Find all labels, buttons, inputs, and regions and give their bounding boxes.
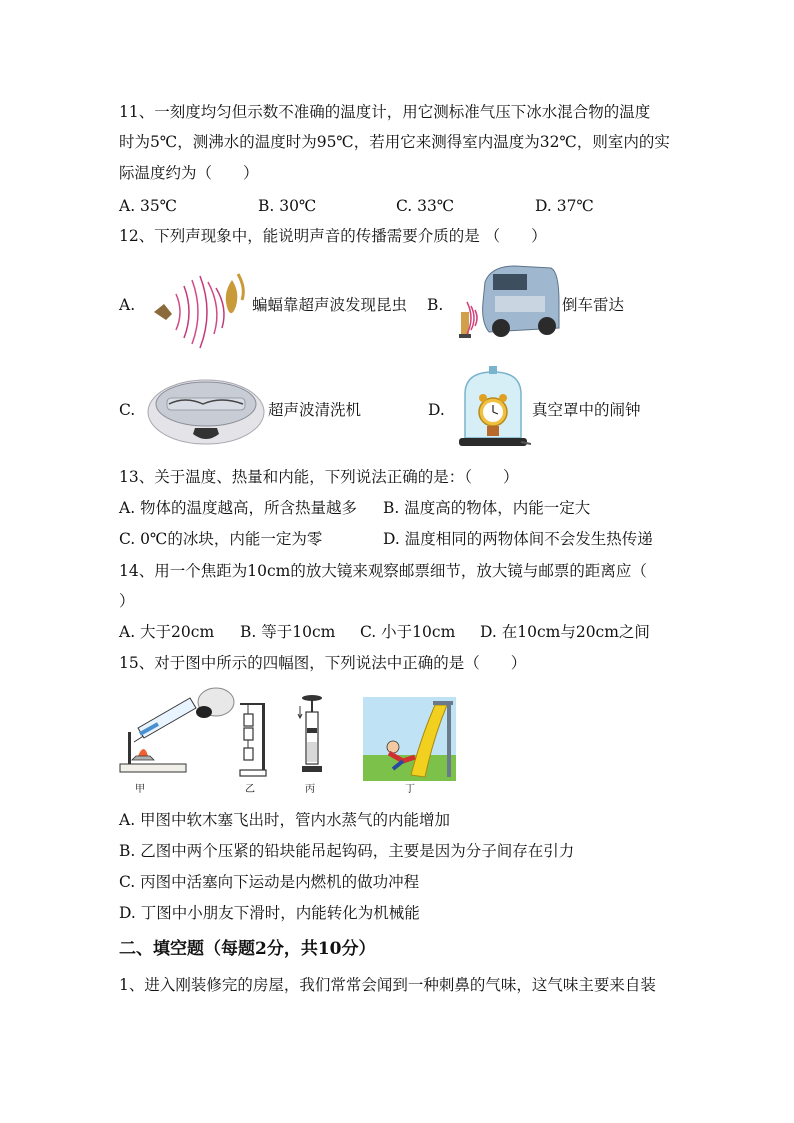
q14-line-2: ） [119,592,135,610]
bell-jar-alarm-clock-image [455,364,531,452]
q15-caption-yi: 乙 [245,784,255,795]
q11-option-a: A. 35℃ [119,197,178,215]
q13-option-b: B. 温度高的物体，内能一定大 [383,499,591,517]
q15-option-c: C. 丙图中活塞向下运动是内燃机的做功冲程 [119,873,420,891]
q12-option-d-letter: D. [428,401,445,419]
q14-option-d: D. 在10cm与20cm之间 [480,623,650,641]
q15-option-a: A. 甲图中软木塞飞出时，管内水蒸气的内能增加 [119,811,451,829]
q14-option-b: B. 等于10cm [240,623,336,641]
q14-option-c: C. 小于10cm [360,623,456,641]
q13-stem: 13、关于温度、热量和内能，下列说法正确的是：（ ） [119,468,519,486]
q15-option-b: B. 乙图中两个压紧的铅块能吊起钩码，主要是因为分子间存在引力 [119,842,575,860]
q13-option-d: D. 温度相同的两物体间不会发生热传递 [383,530,653,548]
q15-caption-jia: 甲 [135,784,145,795]
bat-insect-image [150,264,250,352]
q15-caption-bing: 丙 [305,784,315,795]
q12-option-a-label: 蝙蝠靠超声波发现昆虫 [252,296,408,314]
q15-caption-ding: 丁 [405,784,415,795]
q12-option-d-label: 真空罩中的闹钟 [532,401,641,419]
q11-option-c: C. 33℃ [396,197,455,215]
q11-option-d: D. 37℃ [535,197,594,215]
q14-option-a: A. 大于20cm [119,623,215,641]
ultrasonic-cleaner-image [145,368,267,448]
q15-option-d: D. 丁图中小朋友下滑时，内能转化为机械能 [119,904,420,922]
q11-option-b: B. 30℃ [258,197,317,215]
section-2-heading: 二、填空题（每题2分，共10分） [119,939,376,959]
q13-option-c: C. 0℃的冰块，内能一定为零 [119,530,323,548]
q14-line-1: 14、用一个焦距为10cm的放大镜来观察邮票细节，放大镜与邮票的距离应（ [119,562,647,580]
q12-option-b-label: 倒车雷达 [562,296,625,314]
q11-line-3: 际温度约为（ ） [119,164,259,182]
q12-stem: 12、下列声现象中，能说明声音的传播需要介质的是 （ ） [119,227,547,245]
fill-blank-q1-line-1: 1、进入刚装修完的房屋，我们常常会闻到一种刺鼻的气味，这气味主要来自装 [119,976,656,994]
lead-blocks-image [236,696,268,778]
test-tube-cork-image [118,684,238,776]
q12-option-b-letter: B. [427,296,444,314]
q12-option-a-letter: A. [119,296,136,314]
q11-line-2: 时为5℃，测沸水的温度时为95℃，若用它来测得室内温度为32℃，则室内的实 [119,133,670,151]
q15-stem: 15、对于图中所示的四幅图，下列说法中正确的是（ ） [119,654,527,672]
piston-cylinder-image [296,692,326,778]
q12-option-c-letter: C. [119,401,136,419]
reversing-radar-image [455,262,561,342]
q12-option-c-label: 超声波清洗机 [268,401,362,419]
q11-line-1: 11、一刻度均匀但示数不准确的温度计，用它测标准气压下冰水混合物的温度 [119,103,651,121]
child-slide-image [363,697,456,781]
q13-option-a: A. 物体的温度越高，所含热量越多 [119,499,358,517]
